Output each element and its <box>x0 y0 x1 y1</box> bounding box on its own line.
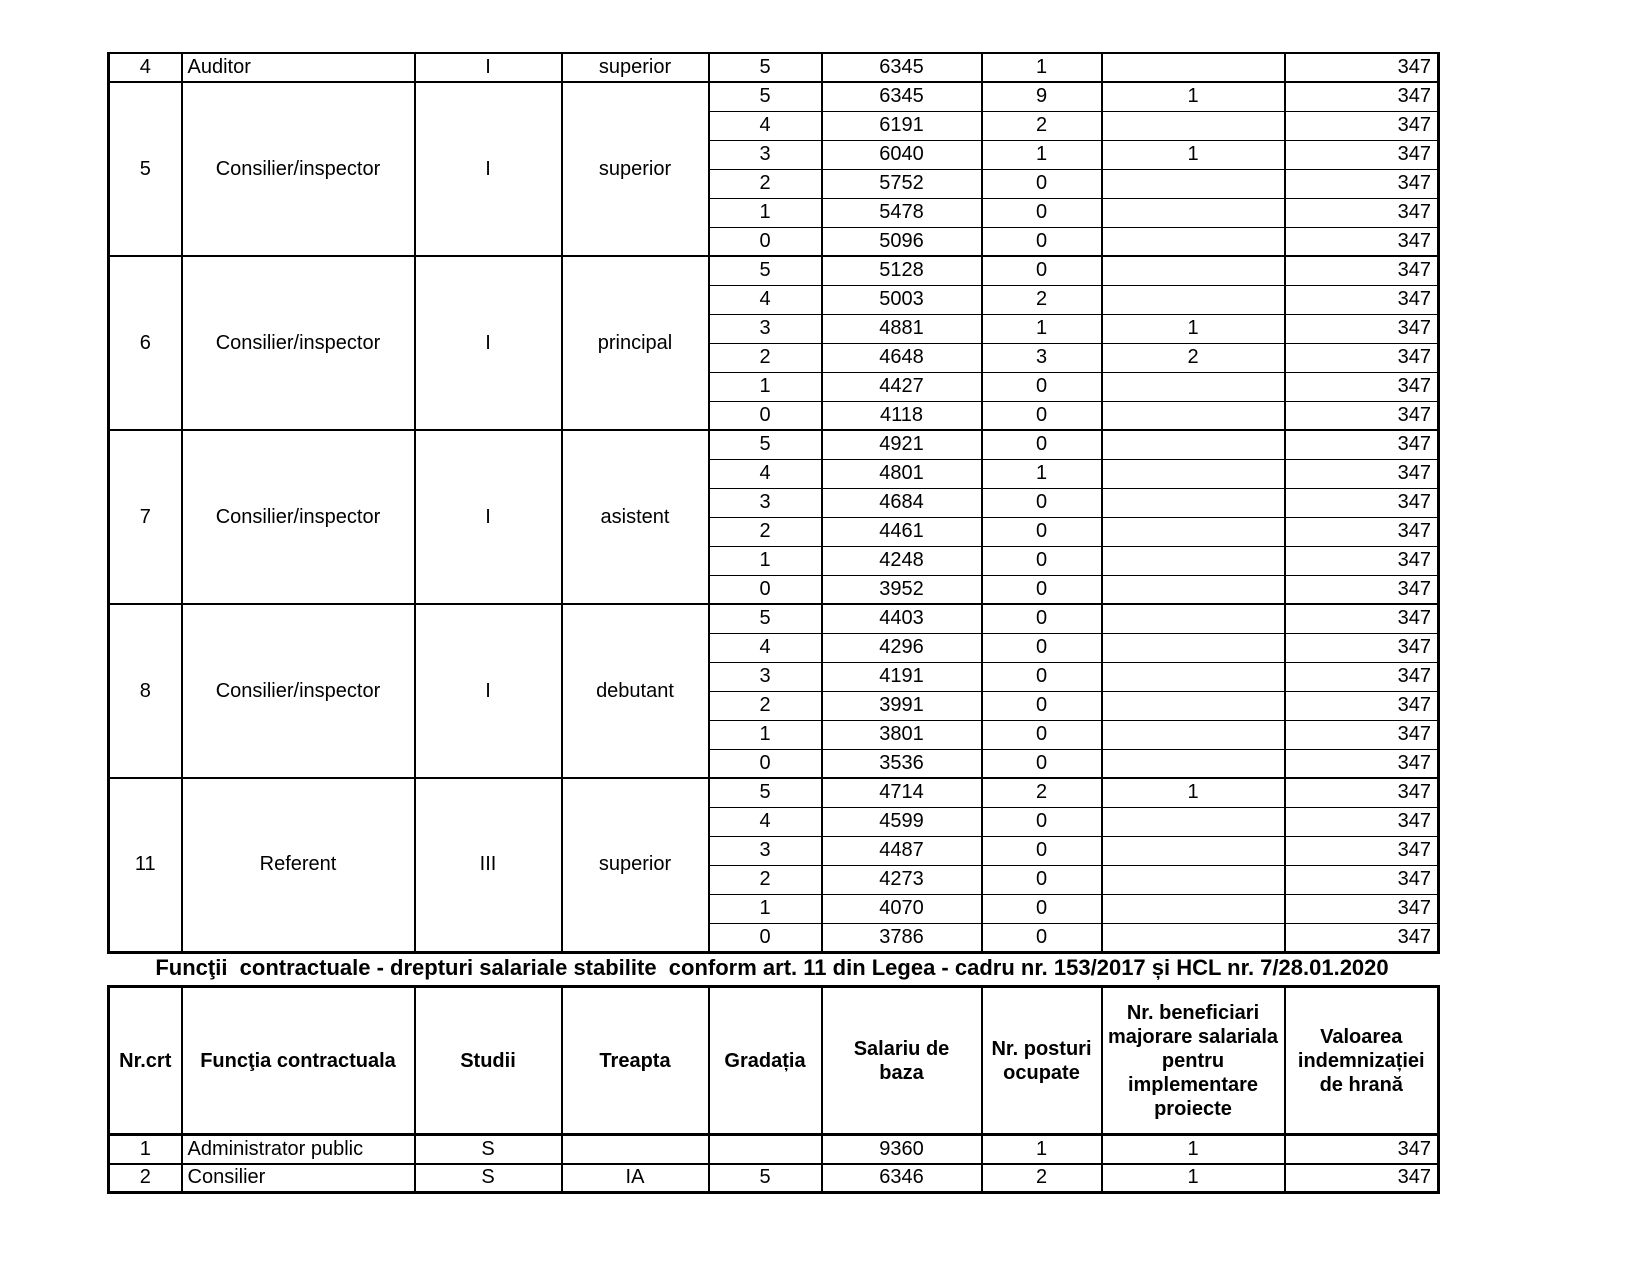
gradatia-cell: 3 <box>709 140 822 169</box>
grad-cell: superior <box>562 82 709 256</box>
gradatia-cell: 1 <box>709 198 822 227</box>
posturi-cell: 0 <box>982 488 1102 517</box>
nr-crt-cell: 6 <box>109 256 182 430</box>
header-studii: Studii <box>415 987 562 1135</box>
functia-cell: Consilier/inspector <box>182 430 415 604</box>
gradatia-cell: 5 <box>709 1164 822 1193</box>
posturi-cell: 0 <box>982 256 1102 285</box>
clasa-cell: I <box>415 82 562 256</box>
beneficiari-cell <box>1102 111 1285 140</box>
posturi-cell: 2 <box>982 111 1102 140</box>
gradatia-cell: 5 <box>709 256 822 285</box>
salariu-cell: 4403 <box>822 604 982 633</box>
salariu-cell: 5752 <box>822 169 982 198</box>
treapta-cell: IA <box>562 1164 709 1193</box>
table2-row <box>109 1135 1439 1164</box>
nr-crt-cell: 4 <box>109 53 182 82</box>
posturi-cell: 0 <box>982 691 1102 720</box>
salariu-cell: 4801 <box>822 459 982 488</box>
posturi-cell: 0 <box>982 720 1102 749</box>
posturi-cell: 0 <box>982 662 1102 691</box>
posturi-cell: 1 <box>982 53 1102 82</box>
gradatia-cell: 2 <box>709 343 822 372</box>
salariu-cell: 4487 <box>822 836 982 865</box>
indemnizatie-cell: 347 <box>1285 865 1439 894</box>
gradatia-cell: 4 <box>709 459 822 488</box>
gradatia-cell: 5 <box>709 604 822 633</box>
header-treapta: Treapta <box>562 987 709 1135</box>
grad-cell: asistent <box>562 430 709 604</box>
indemnizatie-cell: 347 <box>1285 749 1439 778</box>
indemnizatie-cell: 347 <box>1285 1135 1439 1164</box>
indemnizatie-cell: 347 <box>1285 604 1439 633</box>
table1-row <box>109 53 1439 82</box>
indemnizatie-cell: 347 <box>1285 111 1439 140</box>
beneficiari-cell <box>1102 807 1285 836</box>
posturi-cell: 0 <box>982 546 1102 575</box>
salariu-cell: 5478 <box>822 198 982 227</box>
posturi-cell: 0 <box>982 865 1102 894</box>
salariu-cell: 6040 <box>822 140 982 169</box>
posturi-cell: 0 <box>982 894 1102 923</box>
salariu-cell: 4648 <box>822 343 982 372</box>
salariu-cell: 4191 <box>822 662 982 691</box>
beneficiari-cell <box>1102 256 1285 285</box>
beneficiari-cell <box>1102 720 1285 749</box>
indemnizatie-cell: 347 <box>1285 546 1439 575</box>
indemnizatie-cell: 347 <box>1285 140 1439 169</box>
indemnizatie-cell: 347 <box>1285 285 1439 314</box>
indemnizatie-cell: 347 <box>1285 372 1439 401</box>
indemnizatie-cell: 347 <box>1285 894 1439 923</box>
table2-header-row <box>109 987 1439 1135</box>
beneficiari-cell: 1 <box>1102 140 1285 169</box>
header-functia-contractuala: Funcţia contractuala <box>182 987 415 1135</box>
functia-cell: Consilier/inspector <box>182 256 415 430</box>
grad-cell: superior <box>562 53 709 82</box>
indemnizatie-cell: 347 <box>1285 778 1439 807</box>
posturi-cell: 2 <box>982 285 1102 314</box>
gradatia-cell: 2 <box>709 865 822 894</box>
indemnizatie-cell: 347 <box>1285 633 1439 662</box>
gradatia-cell: 1 <box>709 894 822 923</box>
posturi-cell: 0 <box>982 836 1102 865</box>
indemnizatie-cell: 347 <box>1285 343 1439 372</box>
beneficiari-cell <box>1102 401 1285 430</box>
table1-row <box>109 604 1439 633</box>
table1-row <box>109 430 1439 459</box>
salariu-cell: 6346 <box>822 1164 982 1193</box>
gradatia-cell: 1 <box>709 546 822 575</box>
salariu-cell: 3952 <box>822 575 982 604</box>
salariu-cell: 3786 <box>822 923 982 952</box>
beneficiari-cell: 1 <box>1102 1164 1285 1193</box>
salariu-cell: 4921 <box>822 430 982 459</box>
gradatia-cell: 0 <box>709 575 822 604</box>
posturi-cell: 0 <box>982 633 1102 662</box>
indemnizatie-cell: 347 <box>1285 314 1439 343</box>
header-nr-crt: Nr.crt <box>109 987 182 1135</box>
beneficiari-cell <box>1102 430 1285 459</box>
functia-cell: Administrator public <box>182 1135 415 1164</box>
indemnizatie-cell: 347 <box>1285 430 1439 459</box>
indemnizatie-cell: 347 <box>1285 256 1439 285</box>
salariu-cell: 3801 <box>822 720 982 749</box>
header-gradatia: Gradația <box>709 987 822 1135</box>
studii-cell: S <box>415 1135 562 1164</box>
beneficiari-cell <box>1102 372 1285 401</box>
nr-crt-cell: 1 <box>109 1135 182 1164</box>
beneficiari-cell <box>1102 227 1285 256</box>
salariu-cell: 5096 <box>822 227 982 256</box>
posturi-cell: 0 <box>982 517 1102 546</box>
beneficiari-cell: 1 <box>1102 314 1285 343</box>
gradatia-cell: 3 <box>709 314 822 343</box>
indemnizatie-cell: 347 <box>1285 691 1439 720</box>
gradatia-cell: 1 <box>709 720 822 749</box>
header-nr-beneficiari-majorare: Nr. beneficiari majorare salariala pentru implementare proiecte <box>1102 987 1285 1135</box>
salariu-cell: 3536 <box>822 749 982 778</box>
gradatia-cell: 0 <box>709 923 822 952</box>
functia-cell: Consilier/inspector <box>182 604 415 778</box>
nr-crt-cell: 2 <box>109 1164 182 1193</box>
posturi-cell: 1 <box>982 459 1102 488</box>
beneficiari-cell <box>1102 633 1285 662</box>
indemnizatie-cell: 347 <box>1285 459 1439 488</box>
header-salariu-de-baza: Salariu de baza <box>822 987 982 1135</box>
salariu-cell: 6345 <box>822 53 982 82</box>
salariu-cell: 4427 <box>822 372 982 401</box>
beneficiari-cell <box>1102 894 1285 923</box>
gradatia-cell: 0 <box>709 227 822 256</box>
salary-table-functii-publice <box>107 52 1440 954</box>
posturi-cell: 1 <box>982 1135 1102 1164</box>
beneficiari-cell <box>1102 546 1285 575</box>
clasa-cell: I <box>415 256 562 430</box>
beneficiari-cell <box>1102 285 1285 314</box>
indemnizatie-cell: 347 <box>1285 662 1439 691</box>
indemnizatie-cell: 347 <box>1285 53 1439 82</box>
indemnizatie-cell: 347 <box>1285 575 1439 604</box>
beneficiari-cell: 1 <box>1102 82 1285 111</box>
beneficiari-cell <box>1102 488 1285 517</box>
salariu-cell: 4070 <box>822 894 982 923</box>
header-nr-posturi-ocupate: Nr. posturi ocupate <box>982 987 1102 1135</box>
treapta-cell <box>562 1135 709 1164</box>
table1-row <box>109 256 1439 285</box>
salariu-cell: 4461 <box>822 517 982 546</box>
table2-row <box>109 1164 1439 1193</box>
beneficiari-cell: 2 <box>1102 343 1285 372</box>
grad-cell: superior <box>562 778 709 952</box>
posturi-cell: 0 <box>982 923 1102 952</box>
posturi-cell: 0 <box>982 604 1102 633</box>
beneficiari-cell <box>1102 923 1285 952</box>
beneficiari-cell <box>1102 749 1285 778</box>
grad-cell: debutant <box>562 604 709 778</box>
beneficiari-cell <box>1102 169 1285 198</box>
functia-cell: Auditor <box>182 53 415 82</box>
nr-crt-cell: 8 <box>109 604 182 778</box>
table1-row <box>109 82 1439 111</box>
gradatia-cell: 5 <box>709 82 822 111</box>
beneficiari-cell <box>1102 836 1285 865</box>
gradatia-cell: 4 <box>709 807 822 836</box>
salariu-cell: 9360 <box>822 1135 982 1164</box>
functia-cell: Referent <box>182 778 415 952</box>
nr-crt-cell: 11 <box>109 778 182 952</box>
posturi-cell: 0 <box>982 372 1102 401</box>
posturi-cell: 2 <box>982 1164 1102 1193</box>
salariu-cell: 3991 <box>822 691 982 720</box>
beneficiari-cell <box>1102 575 1285 604</box>
gradatia-cell: 2 <box>709 517 822 546</box>
salariu-cell: 4273 <box>822 865 982 894</box>
posturi-cell: 0 <box>982 169 1102 198</box>
gradatia-cell: 2 <box>709 691 822 720</box>
salariu-cell: 4714 <box>822 778 982 807</box>
indemnizatie-cell: 347 <box>1285 836 1439 865</box>
indemnizatie-cell: 347 <box>1285 807 1439 836</box>
posturi-cell: 0 <box>982 227 1102 256</box>
clasa-cell: I <box>415 604 562 778</box>
gradatia-cell: 2 <box>709 169 822 198</box>
posturi-cell: 0 <box>982 575 1102 604</box>
salariu-cell: 4684 <box>822 488 982 517</box>
beneficiari-cell <box>1102 865 1285 894</box>
indemnizatie-cell: 347 <box>1285 401 1439 430</box>
beneficiari-cell <box>1102 517 1285 546</box>
salariu-cell: 6191 <box>822 111 982 140</box>
beneficiari-cell <box>1102 459 1285 488</box>
indemnizatie-cell: 347 <box>1285 198 1439 227</box>
beneficiari-cell <box>1102 53 1285 82</box>
gradatia-cell: 0 <box>709 749 822 778</box>
nr-crt-cell: 5 <box>109 82 182 256</box>
indemnizatie-cell: 347 <box>1285 82 1439 111</box>
indemnizatie-cell: 347 <box>1285 227 1439 256</box>
gradatia-cell: 5 <box>709 778 822 807</box>
nr-crt-cell: 7 <box>109 430 182 604</box>
posturi-cell: 0 <box>982 198 1102 227</box>
header-valoarea-indemnizatiei: Valoarea indemnizației de hrană <box>1285 987 1439 1135</box>
indemnizatie-cell: 347 <box>1285 517 1439 546</box>
table1-row <box>109 778 1439 807</box>
salariu-cell: 4248 <box>822 546 982 575</box>
posturi-cell: 9 <box>982 82 1102 111</box>
indemnizatie-cell: 347 <box>1285 488 1439 517</box>
gradatia-cell: 3 <box>709 488 822 517</box>
section-heading: Funcţii contractuale - drepturi salariale stabilite conform art. 11 din Legea - cadru nr. 153/2017 și HCL nr. 7/28.01.2020 <box>155 955 1389 980</box>
functia-cell: Consilier/inspector <box>182 82 415 256</box>
salariu-cell: 5128 <box>822 256 982 285</box>
posturi-cell: 2 <box>982 778 1102 807</box>
beneficiari-cell <box>1102 662 1285 691</box>
posturi-cell: 0 <box>982 807 1102 836</box>
gradatia-cell: 1 <box>709 372 822 401</box>
studii-cell: S <box>415 1164 562 1193</box>
gradatia-cell: 4 <box>709 285 822 314</box>
gradatia-cell: 4 <box>709 633 822 662</box>
beneficiari-cell: 1 <box>1102 778 1285 807</box>
gradatia-cell <box>709 1135 822 1164</box>
gradatia-cell: 4 <box>709 111 822 140</box>
salariu-cell: 6345 <box>822 82 982 111</box>
beneficiari-cell <box>1102 198 1285 227</box>
salariu-cell: 4296 <box>822 633 982 662</box>
gradatia-cell: 0 <box>709 401 822 430</box>
posturi-cell: 0 <box>982 749 1102 778</box>
beneficiari-cell <box>1102 691 1285 720</box>
gradatia-cell: 3 <box>709 836 822 865</box>
gradatia-cell: 5 <box>709 53 822 82</box>
salary-table-functii-contractuale <box>107 985 1440 1194</box>
indemnizatie-cell: 347 <box>1285 923 1439 952</box>
functia-cell: Consilier <box>182 1164 415 1193</box>
clasa-cell: III <box>415 778 562 952</box>
posturi-cell: 1 <box>982 314 1102 343</box>
clasa-cell: I <box>415 53 562 82</box>
posturi-cell: 1 <box>982 140 1102 169</box>
salariu-cell: 4881 <box>822 314 982 343</box>
posturi-cell: 0 <box>982 401 1102 430</box>
gradatia-cell: 5 <box>709 430 822 459</box>
beneficiari-cell <box>1102 604 1285 633</box>
clasa-cell: I <box>415 430 562 604</box>
posturi-cell: 0 <box>982 430 1102 459</box>
salariu-cell: 4599 <box>822 807 982 836</box>
indemnizatie-cell: 347 <box>1285 169 1439 198</box>
grad-cell: principal <box>562 256 709 430</box>
beneficiari-cell: 1 <box>1102 1135 1285 1164</box>
indemnizatie-cell: 347 <box>1285 1164 1439 1193</box>
posturi-cell: 3 <box>982 343 1102 372</box>
salariu-cell: 5003 <box>822 285 982 314</box>
salariu-cell: 4118 <box>822 401 982 430</box>
indemnizatie-cell: 347 <box>1285 720 1439 749</box>
gradatia-cell: 3 <box>709 662 822 691</box>
